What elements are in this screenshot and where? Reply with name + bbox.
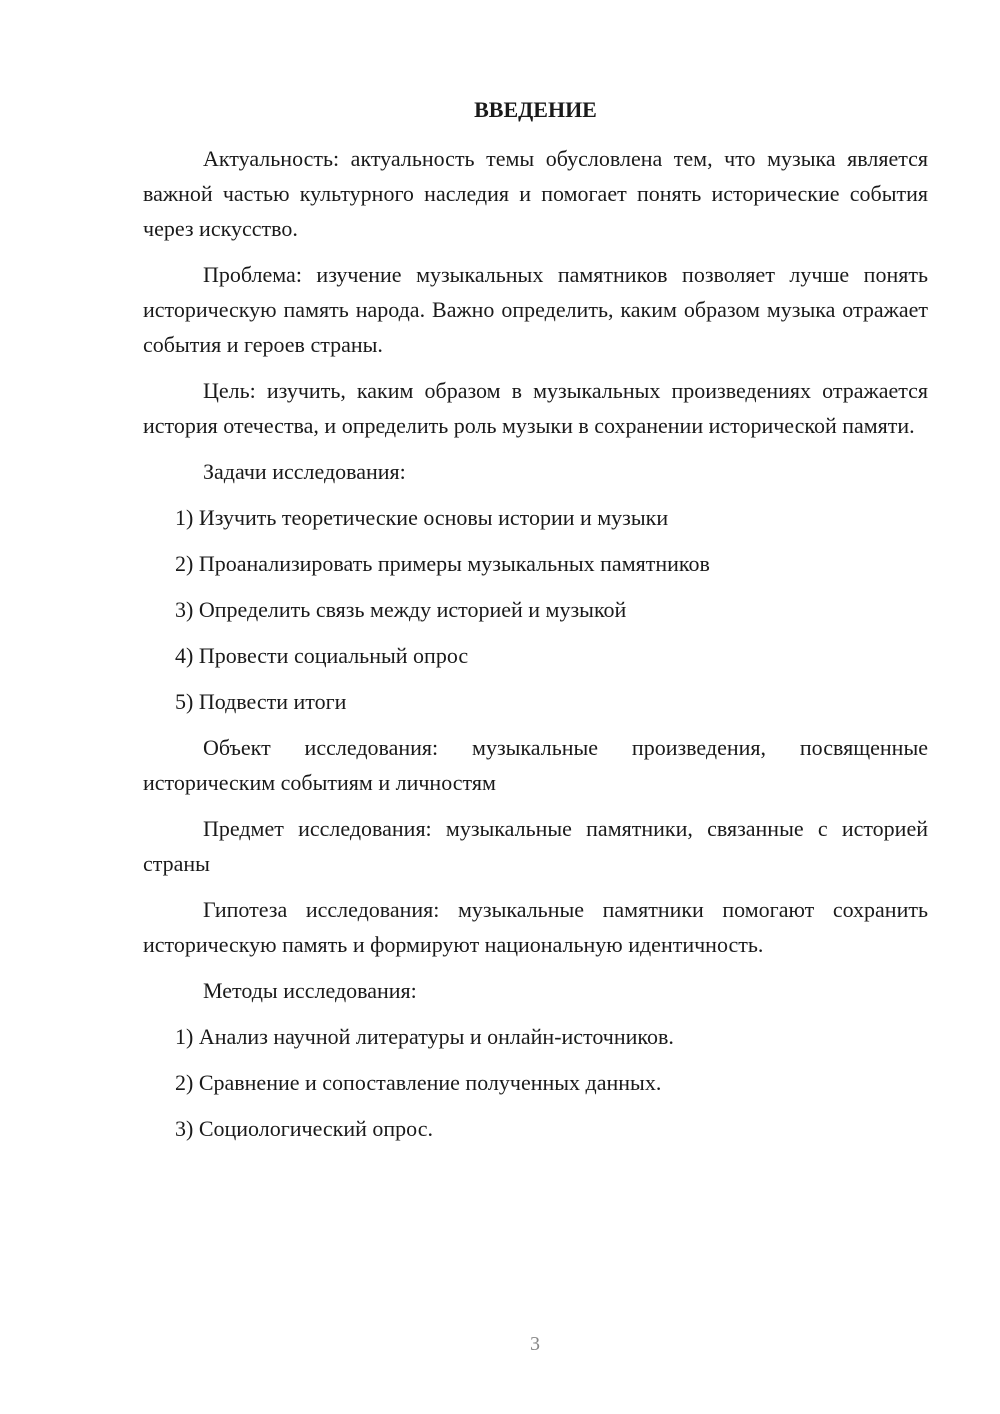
hypothesis-paragraph: Гипотеза исследования: музыкальные памятники помогают сохранить историческую память и формируют национальную идентичность. — [143, 897, 928, 957]
tasks-heading: Задачи исследования: — [203, 459, 406, 484]
methods-list — [143, 1019, 928, 1146]
section-title: ВВЕДЕНИЕ — [474, 97, 597, 122]
list-item: 2) Сравнение и сопоставление полученных данных. — [175, 1070, 662, 1095]
object-paragraph: Объект исследования: музыкальные произведения, посвященные историческим событиям и личностям — [143, 735, 928, 795]
tasks-list — [143, 500, 928, 719]
subject-paragraph: Предмет исследования: музыкальные памятники, связанные с историей страны — [143, 816, 928, 876]
problem-paragraph: Проблема: изучение музыкальных памятников позволяет лучше понять историческую память народа. Важно определить, каким образом музыка отражает события и героев страны. — [143, 262, 928, 357]
list-item: 5) Подвести итоги — [175, 689, 347, 714]
list-item: 3) Социологический опрос. — [175, 1116, 433, 1141]
list-item: 3) Определить связь между историей и музыкой — [175, 597, 627, 622]
list-item: 1) Анализ научной литературы и онлайн-источников. — [175, 1024, 674, 1049]
page-content — [143, 92, 928, 1157]
methods-heading: Методы исследования: — [203, 978, 417, 1003]
list-item: 2) Проанализировать примеры музыкальных памятников — [175, 551, 710, 576]
relevance-paragraph: Актуальность: актуальность темы обусловлена тем, что музыка является важной частью культурного наследия и помогает понять исторические события через искусство. — [143, 146, 928, 241]
goal-paragraph: Цель: изучить, каким образом в музыкальных произведениях отражается история отечества, и определить роль музыки в сохранении исторической памяти. — [143, 378, 928, 438]
page-number: 3 — [530, 1333, 540, 1355]
list-item: 1) Изучить теоретические основы истории и музыки — [175, 505, 669, 530]
list-item: 4) Провести социальный опрос — [175, 643, 469, 668]
